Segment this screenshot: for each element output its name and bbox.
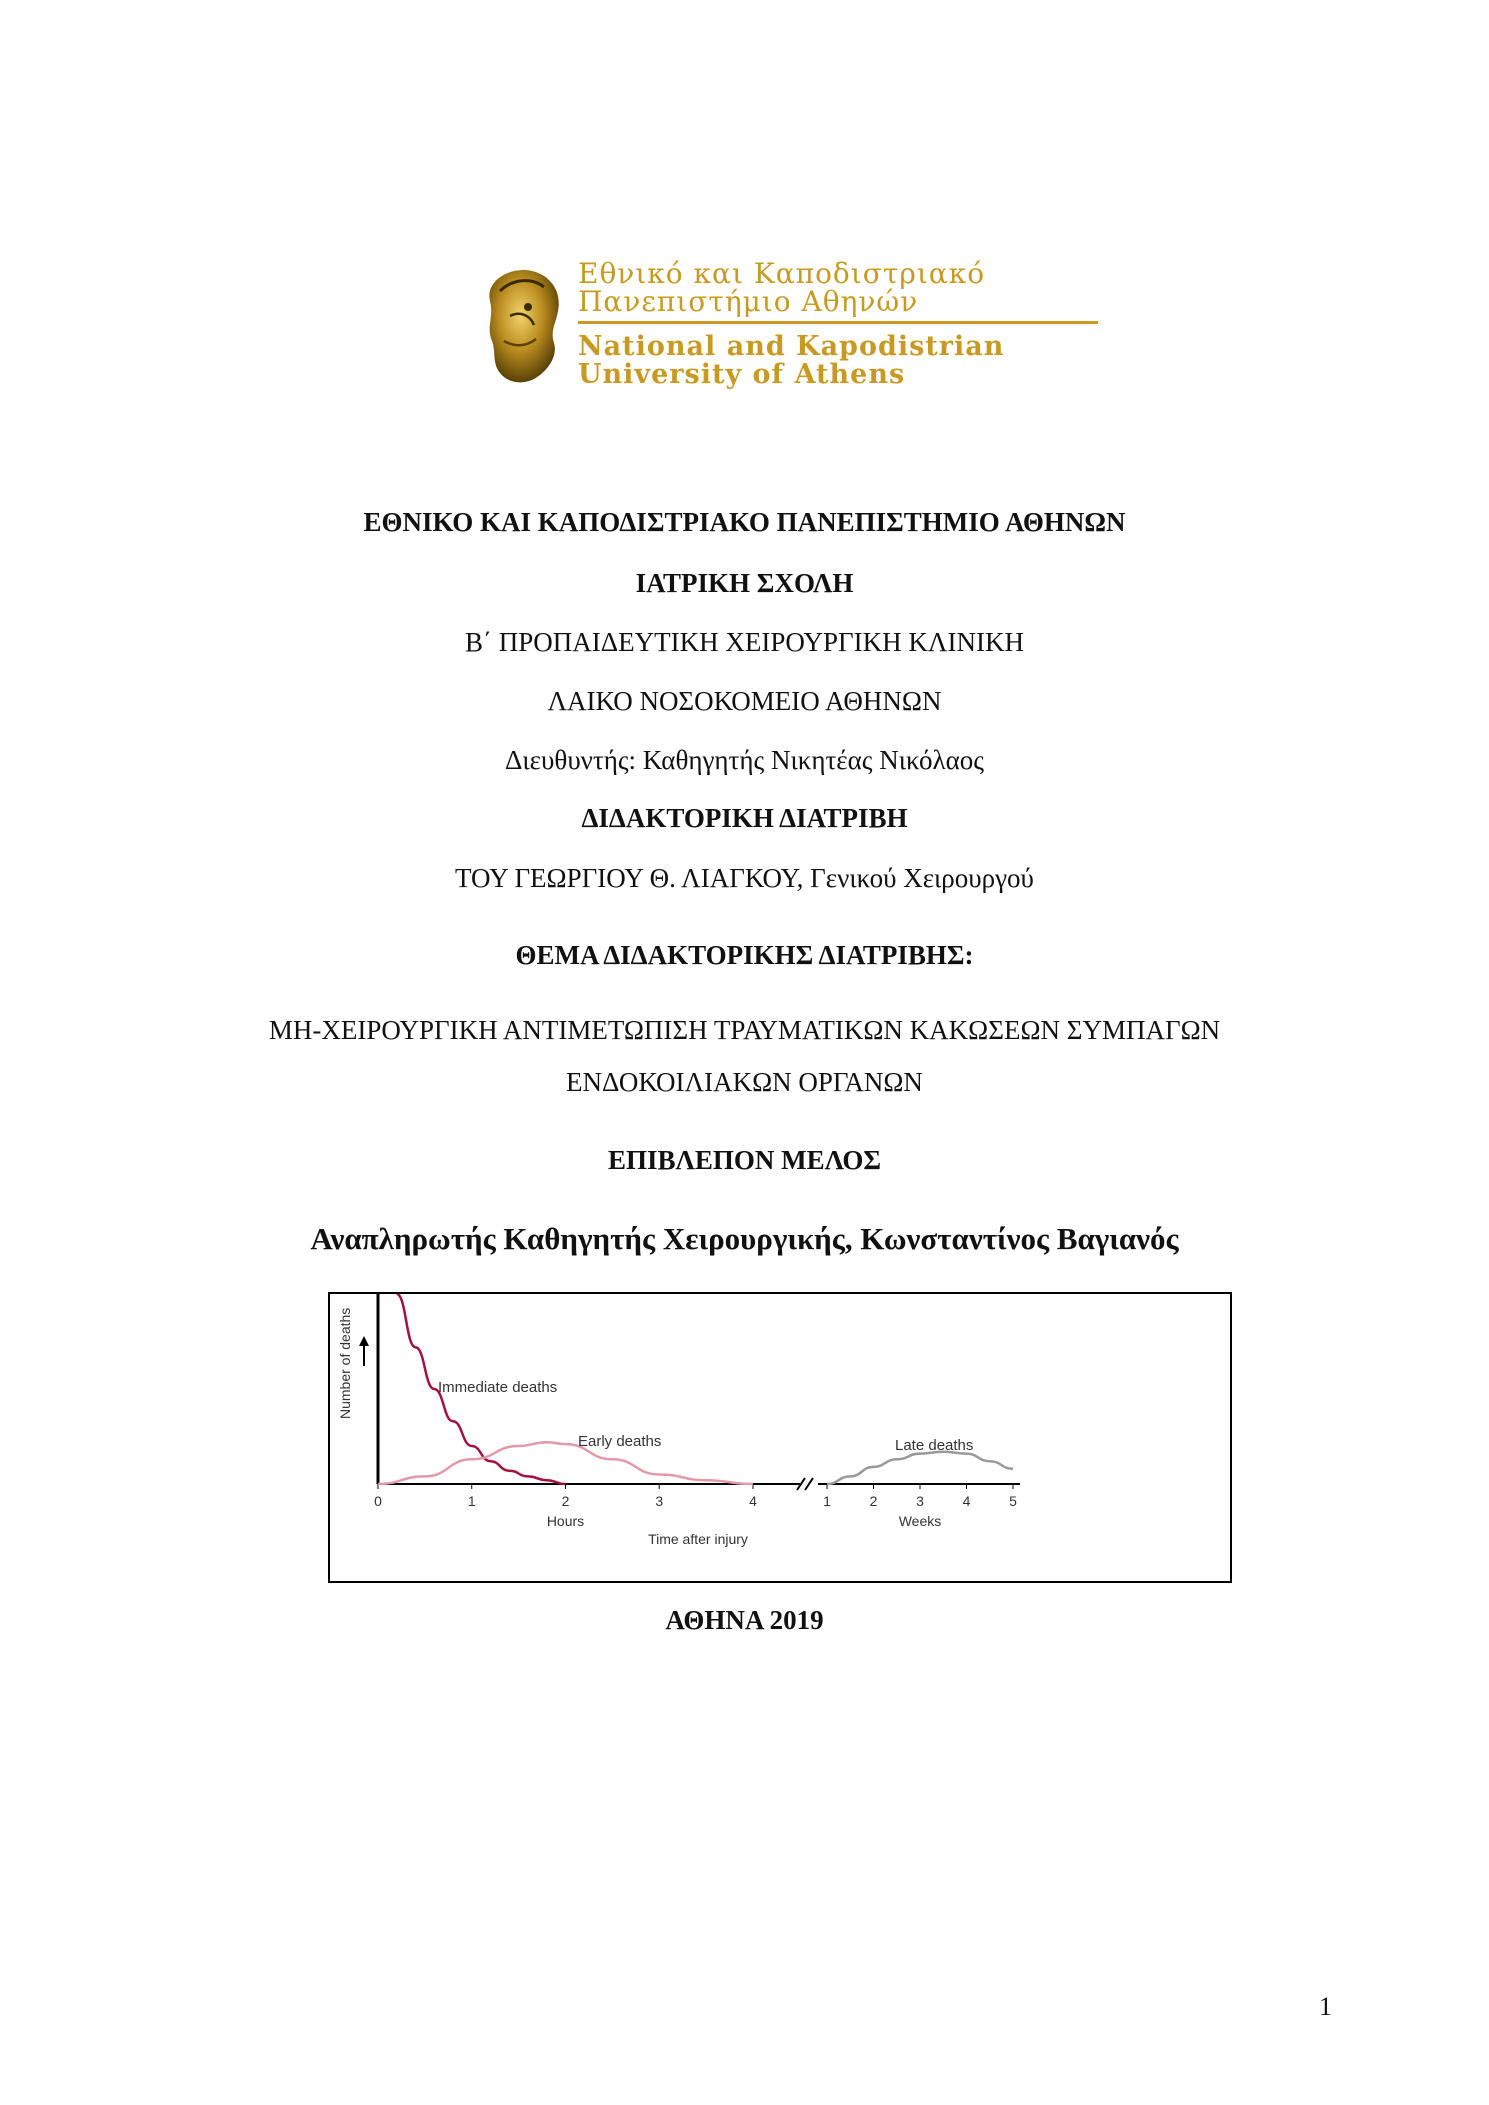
athena-head-crest-icon (470, 261, 570, 386)
thesis-author: ΤΟΥ ΓΕΩΡΓΙΟΥ Θ. ΛΙΑΓΚΟΥ, Γενικού Χειρουργού (455, 863, 1034, 893)
series-line-late-deaths (827, 1452, 1013, 1484)
series-label-immediate-deaths: Immediate deaths (438, 1379, 558, 1396)
series-label-late-deaths: Late deaths (895, 1437, 974, 1454)
x-tick-label: 5 (1009, 1493, 1017, 1509)
university-name: ΕΘΝΙΚΟ ΚΑΙ ΚΑΠΟΔΙΣΤΡΙΑΚΟ ΠΑΝΕΠΙΣΤΗΜΙΟ ΑΘΗΝΩΝ (363, 507, 1126, 537)
x-tick-label: 2 (869, 1493, 878, 1509)
university-logo (470, 255, 1100, 395)
thesis-topic-line-1: ΜΗ-ΧΕΙΡΟΥΡΓΙΚΗ ΑΝΤΙΜΕΤΩΠΙΣΗ ΤΡΑΥΜΑΤΙΚΩΝ ΚΑΚΩΣΕΩΝ ΣΥΜΠΑΓΩΝ (268, 1015, 1221, 1045)
series-line-early-deaths (378, 1442, 753, 1484)
supervisor-name: Αναπληρωτής Καθηγητής Χειρουργικής, Κωνσταντίνος Βαγιανός (310, 1221, 1179, 1256)
thesis-topic-line-2: ΕΝΔΟΚΟΙΛΙΑΚΩΝ ΟΡΓΑΝΩΝ (566, 1067, 923, 1097)
x-tick-label: 3 (916, 1493, 924, 1509)
clinic-name: Β΄ ΠΡΟΠΑΙΔΕΥΤΙΚΗ ΧΕΙΡΟΥΡΓΙΚΗ ΚΛΙΝΙΚΗ (465, 627, 1024, 657)
x-axis-label: Time after injury (648, 1531, 748, 1547)
page-number: 1 (1319, 1992, 1332, 2021)
series-label-early-deaths: Early deaths (578, 1433, 662, 1450)
chart-layer (337, 1294, 1020, 1547)
hospital-name: ΛΑΙΚΟ ΝΟΣΟΚΟΜΕΙΟ ΑΘΗΝΩΝ (547, 686, 942, 716)
x-segment-label-weeks: Weeks (898, 1513, 942, 1529)
x-tick-label: 4 (962, 1493, 971, 1509)
logo-greek-line-1: Εθνικό και Καποδιστριακό (578, 257, 986, 290)
x-segment-label-hours: Hours (546, 1513, 585, 1529)
place-and-year: ΑΘΗΝΑ 2019 (665, 1605, 824, 1635)
chart-svg (330, 1294, 1230, 1581)
y-axis-label: Number of deaths (337, 1307, 353, 1419)
axis-break-mark-2 (805, 1478, 813, 1490)
x-tick-label: 0 (374, 1493, 382, 1509)
x-tick-label: 1 (823, 1493, 831, 1509)
x-tick-label: 4 (749, 1493, 757, 1509)
thesis-topic-heading: ΘΕΜΑ ΔΙΔΑΚΤΟΡΙΚΗΣ ΔΙΑΤΡΙΒΗΣ: (515, 940, 974, 970)
y-axis-arrow-head (359, 1336, 369, 1346)
trimodal-death-distribution-chart (328, 1292, 1232, 1583)
logo-divider (578, 321, 1098, 324)
logo-greek-line-2: Πανεπιστήμιο Αθηνών (578, 285, 919, 318)
logo-english-line-2: University of Athens (578, 359, 906, 390)
school-name: ΙΑΤΡΙΚΗ ΣΧΟΛΗ (635, 568, 854, 598)
x-tick-label: 1 (467, 1493, 476, 1509)
director-line: Διευθυντής: Καθηγητής Νικητέας Νικόλαος (505, 745, 984, 775)
supervisor-heading: ΕΠΙΒΛΕΠΟΝ ΜΕΛΟΣ (607, 1145, 882, 1175)
thesis-type: ΔΙΔΑΚΤΟΡΙΚΗ ΔΙΑΤΡΙΒΗ (581, 803, 908, 833)
x-tick-label: 3 (655, 1493, 664, 1509)
logo-english-line-1: National and Kapodistrian (578, 331, 1005, 362)
x-tick-label: 2 (561, 1493, 570, 1509)
